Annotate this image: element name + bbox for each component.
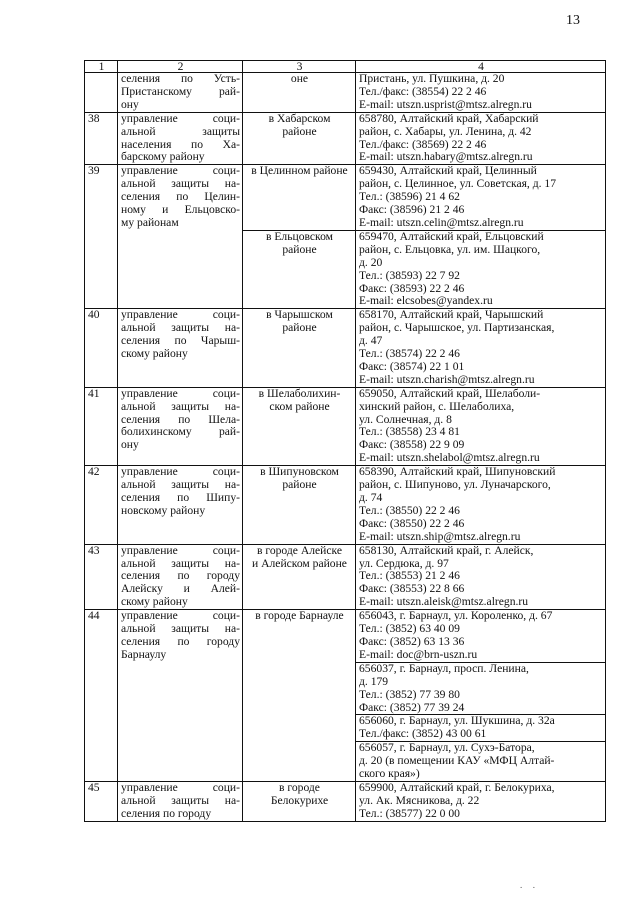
addr-line: район, с. Хабары, ул. Ленина, д. 42: [359, 124, 532, 138]
addr-line: район, с. Целинное, ул. Советская, д. 17: [359, 177, 557, 191]
addr-line: Тел./факс: (3852) 43 00 61: [359, 727, 487, 741]
addr-line: Факс: (38593) 22 2 46: [359, 281, 465, 295]
table-row: [85, 466, 606, 544]
organization-cell: [118, 112, 243, 165]
org-line: селения по Шипу-: [121, 491, 240, 504]
organization-cell: [118, 544, 243, 610]
district-line: районе: [282, 124, 317, 138]
address-cell: [356, 662, 606, 715]
addr-line: E-mail: utszn.celin@mtsz.alregn.ru: [359, 215, 524, 229]
org-line: управление соци-: [121, 544, 240, 557]
org-line: альной защиты на-: [121, 321, 240, 335]
org-line: альной защиты на-: [121, 478, 240, 492]
addr-line: E-mail: utszn.charish@mtsz.alregn.ru: [359, 372, 535, 386]
address-cell: [356, 230, 606, 308]
org-line: альной защиты на-: [121, 177, 240, 191]
org-line: скому району: [121, 347, 188, 361]
page-number: 13: [566, 13, 580, 28]
addr-line: E-mail: utszn.aleisk@mtsz.alregn.ru: [359, 595, 529, 609]
addr-line: ул. Солнечная, д. 8: [359, 412, 452, 426]
addr-line: Факс: (38558) 22 9 09: [359, 438, 465, 452]
table-row: [85, 73, 606, 113]
addr-line: E-mail: elcsobes@yandex.ru: [359, 294, 493, 308]
addr-line: д. 47: [359, 334, 383, 348]
org-line: альной защиты на-: [121, 622, 240, 636]
addr-line: Тел.: (3852) 77 39 80: [359, 687, 460, 701]
addr-line: Факс: (38574) 22 1 01: [359, 359, 465, 373]
address-cell: [356, 165, 606, 231]
addr-line: д. 74: [359, 491, 383, 504]
addr-line: Тел.: (38553) 21 2 46: [359, 569, 460, 583]
org-line: управление соци-: [121, 387, 240, 400]
org-line: барскому району: [121, 150, 205, 164]
table-row: [85, 309, 606, 387]
org-line: управление соци-: [121, 781, 240, 794]
organization-cell: [118, 466, 243, 544]
org-line: Алейску и Алей-: [121, 582, 240, 596]
org-line: скому району: [121, 595, 188, 609]
row-number: [85, 73, 118, 113]
address-cell: [356, 466, 606, 544]
addr-line: Пристань, ул. Пушкина, д. 20: [359, 72, 505, 85]
address-cell: [356, 781, 606, 821]
row-number: 40: [85, 309, 118, 387]
addr-line: Тел.: (38593) 22 7 92: [359, 268, 460, 282]
district-line: в городе Алейске: [257, 544, 342, 557]
organization-cell: [118, 165, 243, 309]
org-line: селения по городу: [121, 806, 212, 820]
address-cell: [356, 742, 606, 782]
addr-line: д. 20 (в помещении КАУ «МФЦ Алтай-: [359, 754, 555, 768]
addr-line: E-mail: utszn.shelabol@mtsz.alregn.ru: [359, 451, 540, 465]
district-line: и Алейском районе: [252, 556, 347, 570]
row-number: 38: [85, 112, 118, 165]
district-cell: [243, 230, 356, 308]
org-line: селения по Усть-: [121, 72, 240, 85]
org-line: селения по Целин-: [121, 190, 240, 204]
addr-line: 658390, Алтайский край, Шипуновский: [359, 465, 556, 479]
addr-line: 656043, г. Барнаул, ул. Короленко, д. 67: [359, 609, 553, 623]
district-line: районе: [282, 478, 317, 492]
addr-line: Факс: (3852) 77 39 24: [359, 700, 465, 714]
addr-line: Тел.: (38558) 23 4 81: [359, 425, 460, 439]
addr-line: E-mail: utszn.habary@mtsz.alregn.ru: [359, 150, 533, 164]
address-cell: [356, 610, 606, 663]
address-cell: [356, 544, 606, 610]
org-line: селения по городу: [121, 634, 240, 648]
org-line: альной защиты на-: [121, 556, 240, 570]
addr-line: 656057, г. Барнаул, ул. Сухэ-Батора,: [359, 741, 535, 755]
addr-line: 656037, г. Барнаул, просп. Ленина,: [359, 662, 529, 675]
org-line: ону: [121, 438, 139, 452]
addr-line: район, с. Чарышское, ул. Партизанская,: [359, 321, 555, 335]
district-line: районе: [282, 321, 317, 335]
district-line: в Ельцовском: [265, 230, 334, 243]
addr-line: Тел./факс: (38554) 22 2 46: [359, 84, 487, 98]
addr-line: E-mail: utszn.ship@mtsz.alregn.ru: [359, 529, 521, 543]
org-line: новскому району: [121, 503, 206, 517]
addr-line: Факс: (38596) 21 2 46: [359, 203, 465, 217]
org-line: ону: [121, 97, 139, 111]
org-line: управление соци-: [121, 308, 240, 322]
address-cell: [356, 715, 606, 742]
table-header-row: [85, 61, 606, 73]
district-cell: [243, 165, 356, 231]
district-line: Белокурихе: [270, 793, 329, 807]
organization-cell: [118, 781, 243, 821]
district-line: районе: [282, 242, 317, 256]
addr-line: E-mail: utszn.usprist@mtsz.alregn.ru: [359, 97, 532, 111]
addr-line: Тел.: (3852) 63 40 09: [359, 622, 460, 636]
addr-line: 656060, г. Барнаул, ул. Шукшина, д. 32а: [359, 714, 555, 728]
district-cell: [243, 544, 356, 610]
org-line: селения по Шела-: [121, 412, 240, 426]
district-line: в Шипуновском: [260, 465, 339, 479]
addr-line: Факс: (3852) 63 13 36: [359, 634, 465, 648]
organization-cell: [118, 610, 243, 782]
addr-line: 659050, Алтайский край, Шелаболи-: [359, 387, 541, 400]
org-line: Барнаулу: [121, 647, 167, 661]
addr-line: Факс: (38550) 22 2 46: [359, 516, 465, 530]
org-line: ному и Ельцовско-: [121, 203, 240, 217]
addr-line: Тел.: (38596) 21 4 62: [359, 190, 460, 204]
addr-line: 658170, Алтайский край, Чарышский: [359, 308, 544, 322]
offices-table: [84, 60, 606, 822]
table-row: [85, 112, 606, 165]
addr-line: ул. Сердюка, д. 97: [359, 556, 449, 570]
org-line: альной защиты на-: [121, 793, 240, 807]
org-line: управление соци-: [121, 112, 240, 125]
org-line: селения по Чарыш-: [121, 334, 240, 348]
addr-line: ул. Ак. Мясникова, д. 22: [359, 793, 480, 807]
header-cell: 2: [118, 61, 243, 73]
addr-line: 659470, Алтайский край, Ельцовский: [359, 230, 544, 243]
org-line: альной защиты на-: [121, 399, 240, 413]
addr-line: ского края»): [359, 767, 420, 781]
row-number: 43: [85, 544, 118, 610]
district-cell: [243, 73, 356, 113]
header-cell: 4: [356, 61, 606, 73]
organization-cell: [118, 73, 243, 113]
district-line: в городе: [279, 781, 320, 794]
table-row: [85, 165, 606, 231]
district-line: в Чарышском: [266, 308, 333, 322]
row-number: 41: [85, 387, 118, 465]
addr-line: 658780, Алтайский край, Хабарский: [359, 112, 539, 125]
district-line: в городе Барнауле: [255, 609, 344, 623]
org-line: Пристанскому рай-: [121, 84, 240, 98]
org-line: болихинскому рай-: [121, 425, 240, 439]
district-cell: [243, 781, 356, 821]
addr-line: Тел./факс: (38569) 22 2 46: [359, 137, 487, 151]
org-line: селения по городу: [121, 569, 240, 583]
address-cell: [356, 112, 606, 165]
district-line: в Хабарском: [268, 112, 331, 125]
table-row: [85, 610, 606, 663]
header-cell: 3: [243, 61, 356, 73]
table-row: [85, 544, 606, 610]
district-cell: [243, 466, 356, 544]
district-line: оне: [290, 72, 309, 85]
address-cell: [356, 387, 606, 465]
addr-line: район, с. Ельцовка, ул. им. Шацкого,: [359, 242, 541, 256]
addr-line: район, с. Шипуново, ул. Луначарского,: [359, 478, 551, 492]
district-line: в Целинном районе: [251, 164, 348, 178]
row-number: 39: [85, 165, 118, 309]
org-line: населения по Ха-: [121, 137, 240, 151]
address-cell: [356, 309, 606, 387]
row-number: 42: [85, 466, 118, 544]
organization-cell: [118, 387, 243, 465]
district-cell: [243, 610, 356, 782]
scan-specks: . .: [520, 880, 537, 890]
addr-line: 659900, Алтайский край, г. Белокуриха,: [359, 781, 555, 794]
org-line: управление соци-: [121, 609, 240, 623]
addr-line: 658130, Алтайский край, г. Алейск,: [359, 544, 534, 557]
organization-cell: [118, 309, 243, 387]
table-row: [85, 781, 606, 821]
district-cell: [243, 309, 356, 387]
address-cell: [356, 73, 606, 113]
addr-line: д. 179: [359, 674, 389, 688]
org-line: му районам: [121, 215, 179, 229]
district-line: в Шелаболихин-: [258, 387, 341, 400]
addr-line: Тел.: (38577) 22 0 00: [359, 806, 460, 820]
addr-line: 659430, Алтайский край, Целинный: [359, 164, 537, 178]
header-cell: 1: [85, 61, 118, 73]
district-cell: [243, 112, 356, 165]
table-row: [85, 387, 606, 465]
addr-line: Факс: (38553) 22 8 66: [359, 582, 465, 596]
addr-line: Тел.: (38550) 22 2 46: [359, 503, 460, 517]
addr-line: Тел.: (38574) 22 2 46: [359, 347, 460, 361]
addr-line: E-mail: doc@brn-uszn.ru: [359, 647, 478, 661]
district-cell: [243, 387, 356, 465]
row-number: 45: [85, 781, 118, 821]
org-line: альной защиты: [121, 124, 240, 138]
addr-line: хинский район, с. Шелаболиха,: [359, 399, 515, 413]
row-number: 44: [85, 610, 118, 782]
addr-line: д. 20: [359, 255, 383, 269]
org-line: управление соци-: [121, 465, 240, 479]
district-line: ском районе: [269, 399, 330, 413]
org-line: управление соци-: [121, 164, 240, 178]
